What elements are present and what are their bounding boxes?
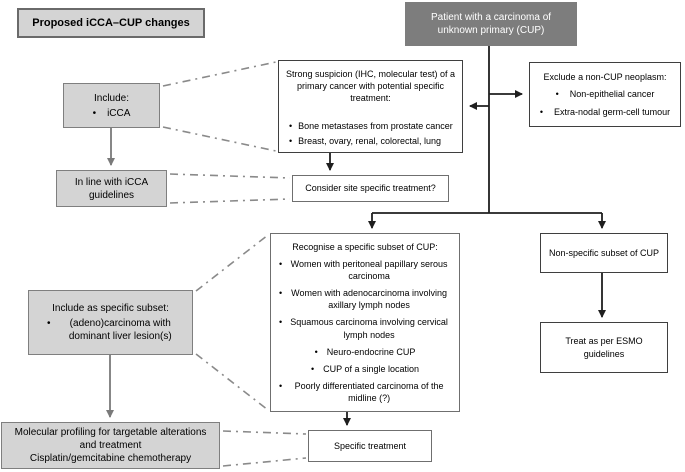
node-consider-text: Consider site specific treatment? — [305, 183, 436, 194]
node-strong-suspicion — [278, 60, 463, 153]
bullet-icon: • — [279, 259, 283, 270]
node-patient-cup — [405, 2, 577, 46]
dash-include-strong-top — [163, 62, 276, 86]
node-recognise-item — [279, 287, 451, 311]
bullet-icon: • — [279, 380, 283, 391]
dash-molecular-specific-top — [223, 431, 306, 434]
bullet-icon: • — [279, 288, 283, 299]
node-include-subset-item — [37, 317, 184, 343]
node-recognise-item-text: CUP of a single location — [323, 363, 420, 374]
node-include — [63, 83, 160, 128]
node-include-item — [93, 107, 131, 120]
node-molecular-line1: Molecular profiling for targetable alterations and treatment — [14, 427, 207, 451]
node-recognise-item-text: Women with adenocarcinoma involving axillary lymph nodes — [291, 288, 448, 311]
node-strong-item-text: Bone metastases from prostate cancer — [298, 120, 453, 131]
bullet-icon: • — [314, 346, 318, 357]
bullet-icon: • — [92, 107, 97, 119]
node-recognise-item-text: Women with peritoneal papillary serous carcinoma — [290, 259, 448, 282]
node-recognise-item — [279, 346, 451, 358]
node-recognise-item-text: Neuro-endocrine CUP — [326, 346, 416, 357]
dash-subset-recognise-top — [196, 235, 268, 291]
node-exclude-item-text: Non-epithelial cancer — [569, 89, 655, 100]
node-nonspecific-text: Non-specific subset of CUP — [548, 247, 660, 258]
node-recognise-item — [279, 316, 451, 340]
bullet-icon: • — [289, 135, 293, 146]
node-patient-cup-text: Patient with a carcinoma of unknown primary (CUP) — [430, 12, 552, 36]
node-recognise-item-text: Squamous carcinoma involving cervical lymph nodes — [290, 317, 448, 340]
node-exclude-item-text: Extra-nodal germ-cell tumour — [554, 106, 671, 117]
diagram-title-label: Proposed iCCA–CUP changes — [32, 17, 190, 29]
node-strong-title: Strong suspicion (IHC, molecular test) of a primary cancer with potential specific treatment: — [285, 69, 456, 104]
node-include-subset-item-text: (adeno)carcinoma with dominant liver lesion(s) — [68, 318, 172, 342]
bullet-icon: • — [555, 89, 559, 100]
node-include-title: Include: — [93, 92, 130, 104]
dash-inline-consider-bottom — [170, 199, 290, 203]
node-include-subset-title: Include as specific subset: — [52, 303, 169, 314]
node-recognise-item-text: Poorly differentiated carcinoma of the midline (?) — [294, 380, 444, 403]
node-exclude-item — [535, 88, 675, 100]
node-nonspecific — [540, 233, 668, 273]
node-include-item-text: iCCA — [107, 107, 131, 119]
diagram-title — [17, 8, 205, 38]
node-molecular-line2: Cisplatin/gemcitabine chemotherapy — [29, 453, 192, 464]
dash-include-strong-bottom — [163, 127, 276, 151]
node-specific-treatment — [308, 430, 432, 462]
dash-molecular-specific-bottom — [223, 458, 306, 466]
bullet-icon: • — [279, 317, 283, 328]
node-specific-treatment-text: Specific treatment — [333, 440, 407, 451]
dash-inline-consider-top — [170, 174, 290, 178]
node-strong-item — [285, 120, 456, 132]
bullet-icon: • — [47, 318, 51, 329]
node-strong-item-text: Breast, ovary, renal, colorectal, lung — [298, 135, 442, 146]
node-recognise — [270, 233, 460, 412]
node-recognise-title: Recognise a specific subset of CUP: — [292, 242, 438, 252]
node-inline-guidelines — [56, 170, 167, 207]
node-exclude — [529, 62, 681, 127]
node-recognise-item — [279, 380, 451, 404]
bullet-icon: • — [310, 363, 315, 374]
node-inline-guidelines-text: In line with iCCA guidelines — [74, 176, 149, 201]
dash-subset-recognise-bottom — [196, 354, 268, 410]
node-esmo-text: Treat as per ESMO guidelines — [565, 336, 643, 359]
node-recognise-item — [279, 258, 451, 282]
node-molecular — [1, 422, 220, 469]
bullet-icon: • — [289, 120, 293, 131]
node-esmo — [540, 322, 668, 373]
node-strong-item — [285, 135, 456, 147]
node-consider — [292, 175, 449, 202]
node-recognise-item — [279, 363, 451, 375]
node-include-subset — [28, 290, 193, 355]
node-exclude-item — [535, 106, 675, 118]
bullet-icon: • — [539, 106, 544, 117]
node-exclude-title: Exclude a non-CUP neoplasm: — [543, 72, 667, 82]
